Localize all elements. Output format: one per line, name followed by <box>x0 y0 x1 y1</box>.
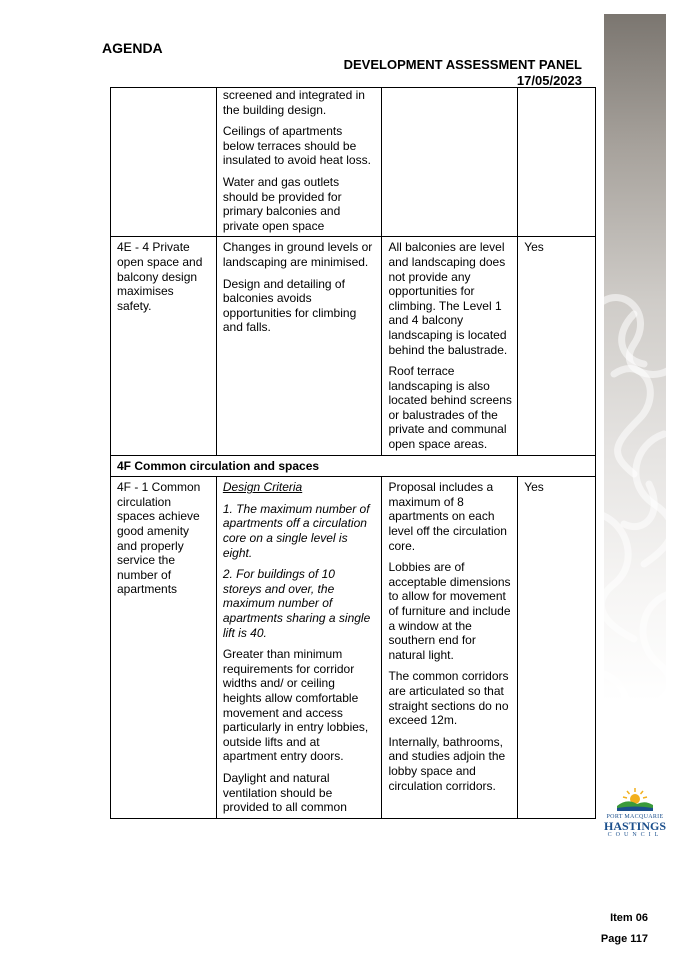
item-number: Item 06 <box>610 912 648 924</box>
guidance-text: Daylight and natural ventilation should be provided to all common <box>222 770 347 815</box>
guidance-text: Water and gas outlets should be provided for primary balconies and private open space <box>222 174 342 233</box>
design-criteria-heading: Design Criteria <box>222 480 303 495</box>
compliance-cell <box>518 237 596 455</box>
logo-text-hastings: HASTINGS <box>604 819 667 833</box>
design-criteria-text: 1. The maximum number of apartments off a circulation core on a single level is eight. <box>222 501 370 560</box>
guidance-cell <box>216 88 382 237</box>
objective-cell <box>111 88 217 237</box>
meeting-date: 17/05/2023 <box>516 73 582 88</box>
page-number: Page 117 <box>600 933 648 945</box>
guidance-text: screened and integrated in the building design. <box>222 88 365 117</box>
compliance-status: Yes <box>524 240 544 255</box>
comment-cell <box>382 88 518 237</box>
sun-hills-logo-icon <box>615 786 655 812</box>
comment-cell <box>382 237 518 455</box>
section-heading: 4F Common circulation and spaces <box>111 455 596 477</box>
table-row <box>111 88 596 237</box>
agenda-heading: AGENDA <box>102 40 163 56</box>
compliance-cell <box>518 477 596 818</box>
guidance-cell <box>216 477 382 818</box>
comment-text: Lobbies are of acceptable dimensions to allow for movement of furniture and include a window at the southern end for natural light. <box>388 560 511 662</box>
compliance-status: Yes <box>524 480 544 495</box>
objective-text: 4E - 4 Private open space and balcony design maximises safety. <box>117 240 203 313</box>
guidance-cell <box>216 237 382 455</box>
objective-cell <box>111 477 217 818</box>
guidance-text: Changes in ground levels or landscaping are minimised. <box>222 240 373 269</box>
guidance-text: Ceilings of apartments below terraces should be insulated to avoid heat loss. <box>222 124 371 168</box>
guidance-text: Design and detailing of balconies avoids opportunities for climbing and falls. <box>222 276 357 335</box>
comment-text: Roof terrace landscaping is also located behind screens or balustrades of the private and communal open space areas. <box>388 364 512 452</box>
table-row <box>111 477 596 818</box>
objective-text: 4F - 1 Common circulation spaces achieve good amenity and properly service the number of apartments <box>117 480 201 597</box>
table-row <box>111 237 596 455</box>
guidance-text: Greater than minimum requirements for corridor widths and/ or ceiling heights allow comfortable movement and access particularly in entry lobbies, outside lifts and at apartment entry doors. <box>222 647 369 764</box>
panel-heading: DEVELOPMENT ASSESSMENT PANEL <box>343 57 582 72</box>
comment-text: Internally, bathrooms, and studies adjoin the lobby space and circulation corridors. <box>388 734 506 793</box>
design-criteria-text: 2. For buildings of 10 storeys and over, the maximum number of apartments sharing a single lift is 40. <box>222 567 371 640</box>
logo-text-port-macquarie: PORT MACQUARIE <box>606 814 664 820</box>
comment-text: The common corridors are articulated so that straight sections do no exceed 12m. <box>388 669 509 728</box>
council-logo <box>604 786 666 838</box>
comment-text: Proposal includes a maximum of 8 apartments on each level off the circulation core. <box>388 480 507 553</box>
logo-text-council: COUNCIL <box>607 832 663 838</box>
compliance-cell <box>518 88 596 237</box>
comment-cell <box>382 477 518 818</box>
section-heading-row <box>111 455 596 477</box>
comment-text: All balconies are level and landscaping does not provide any opportunities for climbing. The Level 1 and 4 balcony landscaping is located behind the balustrade. <box>388 240 508 357</box>
objective-cell <box>111 237 217 455</box>
assessment-table <box>110 87 596 819</box>
